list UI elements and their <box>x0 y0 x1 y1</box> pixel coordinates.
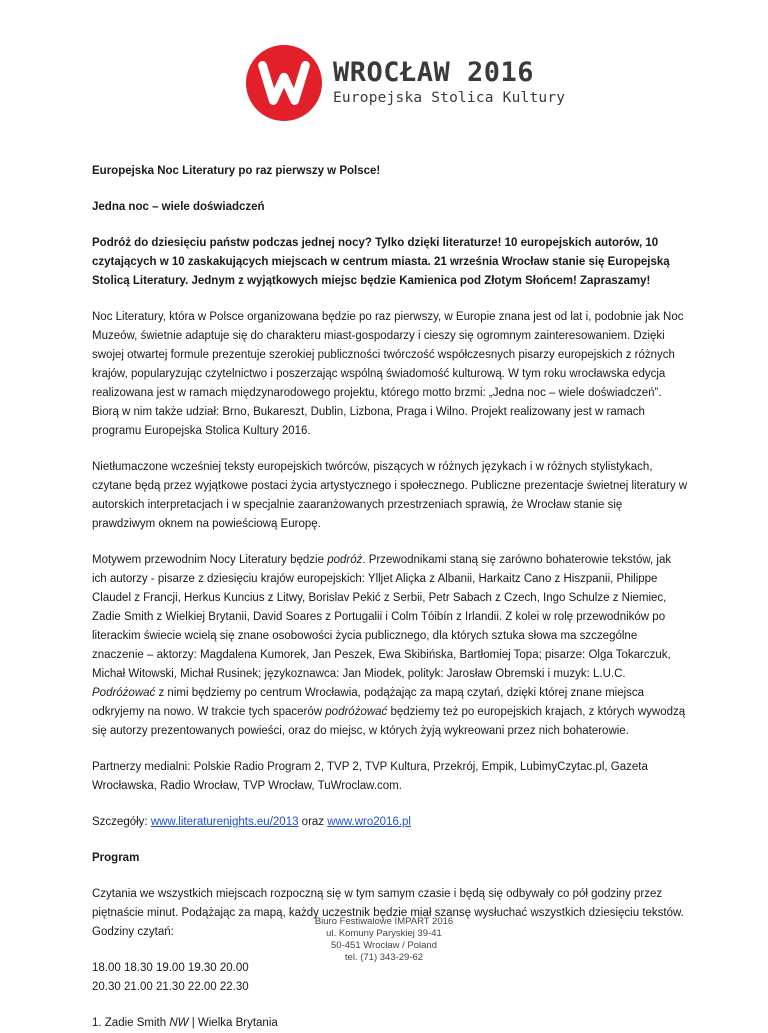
wroclaw-2016-logo-icon <box>245 44 323 122</box>
reading-times-line-2: 20.30 21.00 21.30 22.00 22.30 <box>92 981 249 993</box>
logo-subtitle: Europejska Stolica Kultury <box>333 90 566 106</box>
footer-phone: tel. (71) 343-29-62 <box>344 952 424 963</box>
paragraph-theme <box>92 551 688 741</box>
theme-text-1: Motywem przewodnim Nocy Literatury będzie <box>92 554 328 566</box>
paragraph-texts: Nietłumaczone wcześniej teksty europejskich twórców, piszących w różnych językach i w różnych stylistykach, czytane będą przez wyjątkowe postaci życia artystycznego i społecznego. Publiczne prezentacje świetnej literatury w autorskich interpretacjach i w specjalnie zaaranżowanych przestrzeniach sprawią, że Wrocław stanie się prawdziwym oknem na powieściową Europę. <box>92 461 688 530</box>
paragraph-intro: Noc Literatury, która w Polsce organizowana będzie po raz pierwszy, w Europie znana jest od lat i, podobnie jak Noc Muzeów, świetnie adaptuje się do charakteru miast-gospodarzy i cieszy się ogromnym zainteresowaniem. Dzięki swojej otwartej formule prezentuje szerokiej publiczności twórczość współczesnych pisarzy europejskich z różnych krajów, popularyzując czytelnictwo i poszerzając wspólną świadomość kulturową. W tym roku wrocławska edycja realizowana jest w ramach międzynarodowego projektu, którego motto brzmi: „Jedna noc – wiele doświadczeń”. Biorą w nim także udział: Brno, Bukareszt, Dublin, Lizbona, Praga i Wilno. Projekt realizowany jest w ramach programu Europejska Stolica Kultury 2016. <box>92 311 684 437</box>
footer-office: Biuro Festiwalowe IMPART 2016 <box>314 916 454 927</box>
press-release-body <box>92 162 688 1033</box>
lead-paragraph: Podróż do dziesięciu państw podczas jednej nocy? Tylko dzięki literaturze! 10 europejskich autorów, 10 czytających w 10 zaskakujących miejscach w centrum miasta. 21 września Wrocław stanie się Europejską Stolicą Literatury. Jednym z wyjątkowych miejsc będzie Kamienica pod Złotym Słońcem! Zapraszamy! <box>92 237 670 287</box>
theme-italic-podrozowac-2: podróżować <box>325 706 388 718</box>
program-text: Czytania we wszystkich miejscach rozpoczną się w tym samym czasie i będą się odbywały co pół godziny przez piętnaście minut. Podążając za mapą, każdy uczestnik będzie miał szansę wysłuchać wszystkich dziesięciu tekstów. Godziny czytań: <box>92 888 684 938</box>
media-partners: Partnerzy medialni: Polskie Radio Program 2, TVP 2, TVP Kultura, Przekrój, Empik, LubimyCzytac.pl, Gazeta Wrocławska, Radio Wrocław, TVP Wrocław, TuWroclaw.com. <box>92 761 648 792</box>
details-line <box>92 813 688 832</box>
details-label: Szczegóły: <box>92 816 151 828</box>
program-item-1 <box>92 1014 688 1033</box>
logo-title: WROCŁAW 2016 <box>333 57 535 88</box>
theme-italic-podroz: podróż <box>327 554 363 566</box>
theme-text-4: będziemy też po europejskich krajach, z których wywodzą się autorzy prezentowanych powieści, oraz do miejsc, w których żyją wykreowani przez nich bohaterowie. <box>92 706 686 737</box>
item-prefix: 1. Zadie Smith <box>92 1017 170 1029</box>
reading-times-line-1: 18.00 18.30 19.00 19.30 20.00 <box>92 962 249 974</box>
festival-logo <box>245 44 565 122</box>
heading-subtitle: Jedna noc – wiele doświadczeń <box>92 201 265 213</box>
item-title: NW <box>169 1017 189 1029</box>
footer-city: 50-451 Wrocław / Poland <box>331 940 437 951</box>
wro2016-link[interactable]: www.wro2016.pl <box>327 816 411 828</box>
program-heading: Program <box>92 852 140 864</box>
footer-street: ul. Komuny Paryskiej 39-41 <box>326 928 442 939</box>
details-mid: oraz <box>298 816 328 828</box>
page-footer <box>0 916 768 964</box>
theme-text-3: z nimi będziemy po centrum Wrocławia, podążając za mapą czytań, dzięki której znane miejsca odkryjemy na nowo. W trakcie tych spacerów <box>92 687 645 718</box>
item-suffix: | Wielka Brytania <box>188 1017 278 1029</box>
literaturenights-link[interactable]: www.literaturenights.eu/2013 <box>150 816 299 828</box>
theme-text-2: . Przewodnikami staną się zarówno bohaterowie tekstów, jak ich autorzy - pisarze z dziesięciu krajów europejskich: Ylljet Aliçka z Albanii, Harkaitz Cano z Hiszpanii, Philippe Claudel z Francji, Herkus Kuncius z Litwy, Borislav Pekić z Serbii, Petr Sabach z Czech, Ingo Schulze z Niemiec, Zadie Smith z Wielkiej Brytanii, David Soares z Portugalii i Colm Tóibín z Irlandii. Z kolei w rolę przewodników po literackim świecie wcielą się znane osobowości życia publicznego, dla których sztuka słowa ma szczególne znaczenie – aktorzy: Magdalena Kumorek, Jan Peszek, Ewa Skibińska, Bartłomiej Topa; pisarze: Olga Tokarczuk, Michał Witowski, Michał Rusinek; językoznawca: Jan Miodek, polityk: Jarosław Obremski i muzyk: L.U.C. <box>92 554 672 680</box>
heading-title: Europejska Noc Literatury po raz pierwszy w Polsce! <box>92 165 381 177</box>
theme-italic-podrozowac: Podróżować <box>92 687 156 699</box>
